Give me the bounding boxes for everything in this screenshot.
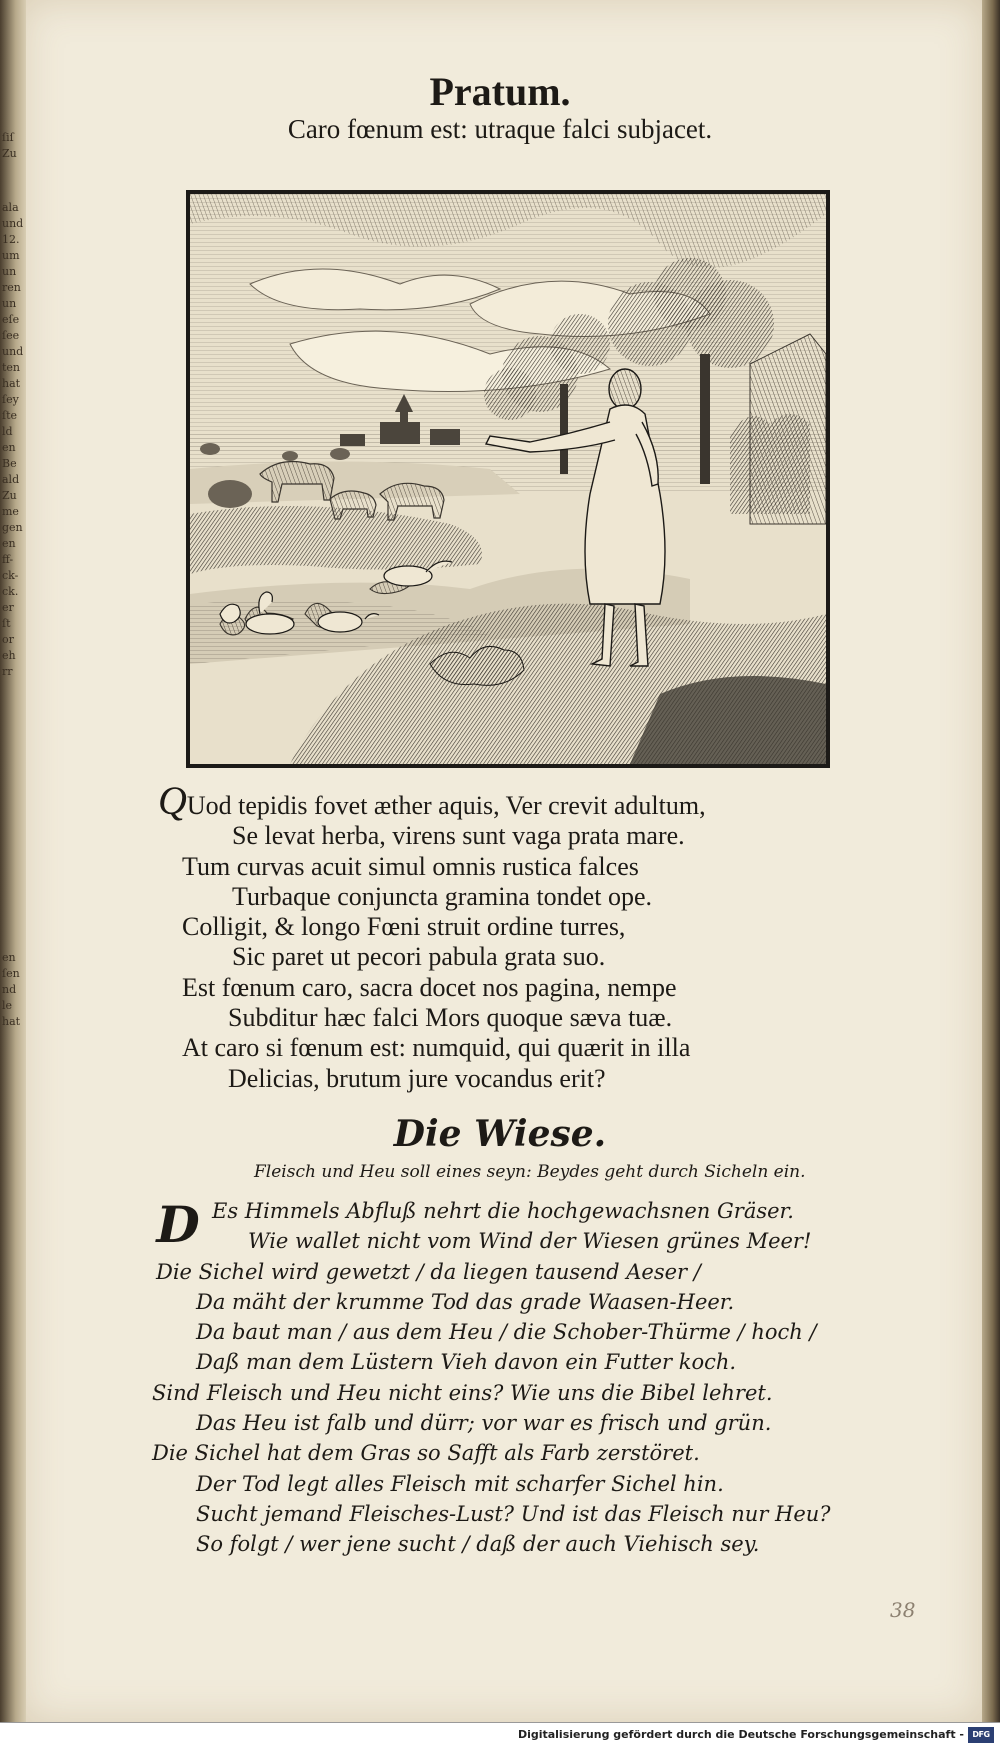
- german-line: Der Tod legt alles Fleisch mit scharfer Sichel hin.: [196, 1471, 724, 1496]
- german-line: Die Sichel hat dem Gras so Safft als Farb zerstöret.: [152, 1441, 700, 1466]
- page-subtitle: Caro fœnum est: utraque falci subjacet.: [287, 114, 713, 144]
- latin-line: Tum curvas acuit simul omnis rustica falces: [182, 851, 639, 881]
- digitization-footer: [0, 1722, 1000, 1748]
- german-line: Es Himmels Abfluß nehrt die hochgewachsnen Gräser.: [212, 1199, 794, 1223]
- german-line: Sucht jemand Fleisches-Lust? Und ist das Fleisch nur Heu?: [196, 1501, 831, 1526]
- german-line: Da baut man / aus dem Heu / die Schober-Thürme / hoch /: [196, 1320, 817, 1345]
- latin-line: Subditur hæc falci Mors quoque sæva tuæ.: [228, 1003, 673, 1033]
- latin-line: Turbaque conjuncta gramina tondet ope.: [232, 881, 652, 911]
- latin-line: Colligit, & longo Fœni struit ordine turres,: [182, 912, 626, 942]
- footer-credit: Digitalisierung gefördert durch die Deutsche Forschungsgemeinschaft -: [517, 1728, 964, 1741]
- german-title: Die Wiese.: [393, 1113, 607, 1155]
- german-line: So folgt / wer jene sucht / daß der auch Viehisch sey.: [196, 1532, 760, 1557]
- latin-poem: [158, 778, 858, 1094]
- latin-line: Est fœnum caro, sacra docet nos pagina, nempe: [182, 972, 677, 1002]
- german-line: Daß man dem Lüstern Vieh davon ein Futter koch.: [196, 1350, 737, 1375]
- latin-line: QUod tepidis fovet æther aquis, Ver crevit adultum,: [158, 778, 706, 823]
- german-line: Da mäht der krumme Tod das grade Waasen-Heer.: [196, 1289, 735, 1314]
- german-dropcap: D: [156, 1195, 200, 1254]
- latin-line: At caro si fœnum est: numquid, qui quærit in illa: [182, 1033, 691, 1063]
- book-fore-edge: [982, 0, 1000, 1722]
- meadow-engraving: [186, 190, 830, 768]
- german-line: Sind Fleisch und Heu nicht eins? Wie uns die Bibel lehret.: [152, 1380, 773, 1405]
- dfg-logo: DFG: [968, 1727, 994, 1743]
- page-title: Pratum.: [429, 69, 571, 114]
- latin-line: Delicias, brutum jure vocandus erit?: [228, 1063, 606, 1093]
- german-subtitle: Fleisch und Heu soll eines seyn: Beydes geht durch Sicheln ein.: [254, 1162, 806, 1182]
- page-number: 38: [890, 1598, 916, 1622]
- german-poem: [152, 1196, 852, 1560]
- german-line: Wie wallet nicht vom Wind der Wiesen grünes Meer!: [248, 1229, 812, 1254]
- facing-page-edge: ſiſ Zu ala und 12. um un ren un eſe ſee und ten hat ſey ſte ld en Be ald Zu me gen en ff- ck- ck. er ſt or eh rr en ſen nd le hat: [0, 0, 26, 1722]
- german-line: Das Heu ist falb und dürr; vor war es frisch und grün.: [196, 1411, 772, 1436]
- latin-line: Se levat herba, virens sunt vaga prata mare.: [232, 821, 685, 851]
- latin-dropcap: Q: [158, 778, 187, 823]
- german-line: Die Sichel wird gewetzt / da liegen tausend Aeser /: [156, 1259, 701, 1284]
- latin-line: Sic paret ut pecori pabula grata suo.: [232, 942, 606, 972]
